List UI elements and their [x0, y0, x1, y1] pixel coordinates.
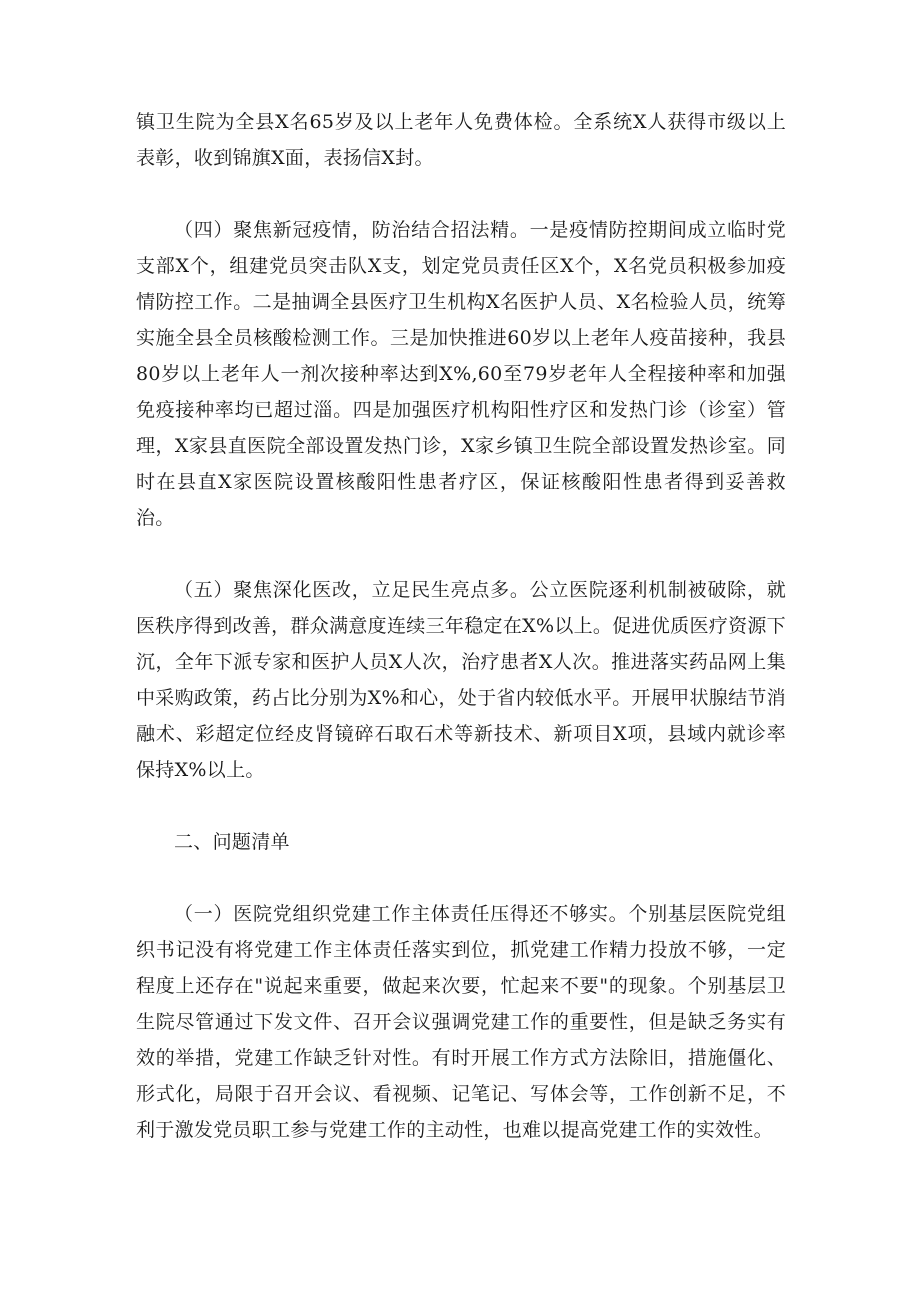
paragraph-gap [136, 176, 786, 212]
paragraph-problem-1: （一）医院党组织党建工作主体责任压得还不够实。个别基层医院党组织书记没有将党建工作主体责任落实到位，抓党建工作精力投放不够，一定程度上还存在"说起来重要，做起来次要，忙起来不要"的现象。个别基层卫生院尽管通过下发文件、召开会议强调党建工作的重要性，但是缺乏务实有效的举措，党建工作缺乏针对性。有时开展工作方式方法除旧，措施僵化、形式化，局限于召开会议、看视频、记笔记、写体会等，工作创新不足，不利于激发党员职工参与党建工作的主动性，也难以提高党建工作的实效性。 [136, 903, 786, 1141]
paragraph-continuation: 镇卫生院为全县X名65岁及以上老年人免费体检。全系统X人获得市级以上表彰，收到锦旗X面，表扬信X封。 [136, 111, 786, 169]
section-heading-problems: 二、问题清单 [174, 831, 290, 853]
paragraph-reform: （五）聚焦深化医改，立足民生亮点多。公立医院逐利机制被破除，就医秩序得到改善，群众满意度连续三年稳定在X%以上。促进优质医疗资源下沉，全年下派专家和医护人员X人次，治疗患者X人次。推进落实药品网上集中采购政策，药占比分别为X%和心，处于省内较低水平。开展甲状腺结节消融术、彩超定位经皮肾镜碎石取石术等新技术、新项目X项，县域内就诊率保持X%以上。 [136, 579, 786, 781]
paragraph-covid: （四）聚焦新冠疫情，防治结合招法精。一是疫情防控期间成立临时党支部X个，组建党员突击队X支，划定党员责任区X个，X名党员积极参加疫情防控工作。二是抽调全县医疗卫生机构X名医护人员、X名检验人员，统筹实施全县全员核酸检测工作。三是加快推进60岁以上老年人疫苗接种，我县80岁以上老年人一剂次接种率达到X%,60至79岁老年人全程接种率和加强免疫接种率均已超过淄。四是加强医疗机构阳性疗区和发热门诊（诊室）管理，X家县直医院全部设置发热门诊，X家乡镇卫生院全部设置发热诊室。同时在县直X家医院设置核酸阳性患者疗区，保证核酸阳性患者得到妥善救治。 [136, 219, 786, 529]
paragraph-gap [136, 860, 786, 896]
document-body [136, 104, 786, 1148]
paragraph-gap [136, 788, 786, 824]
paragraph-gap [136, 536, 786, 572]
